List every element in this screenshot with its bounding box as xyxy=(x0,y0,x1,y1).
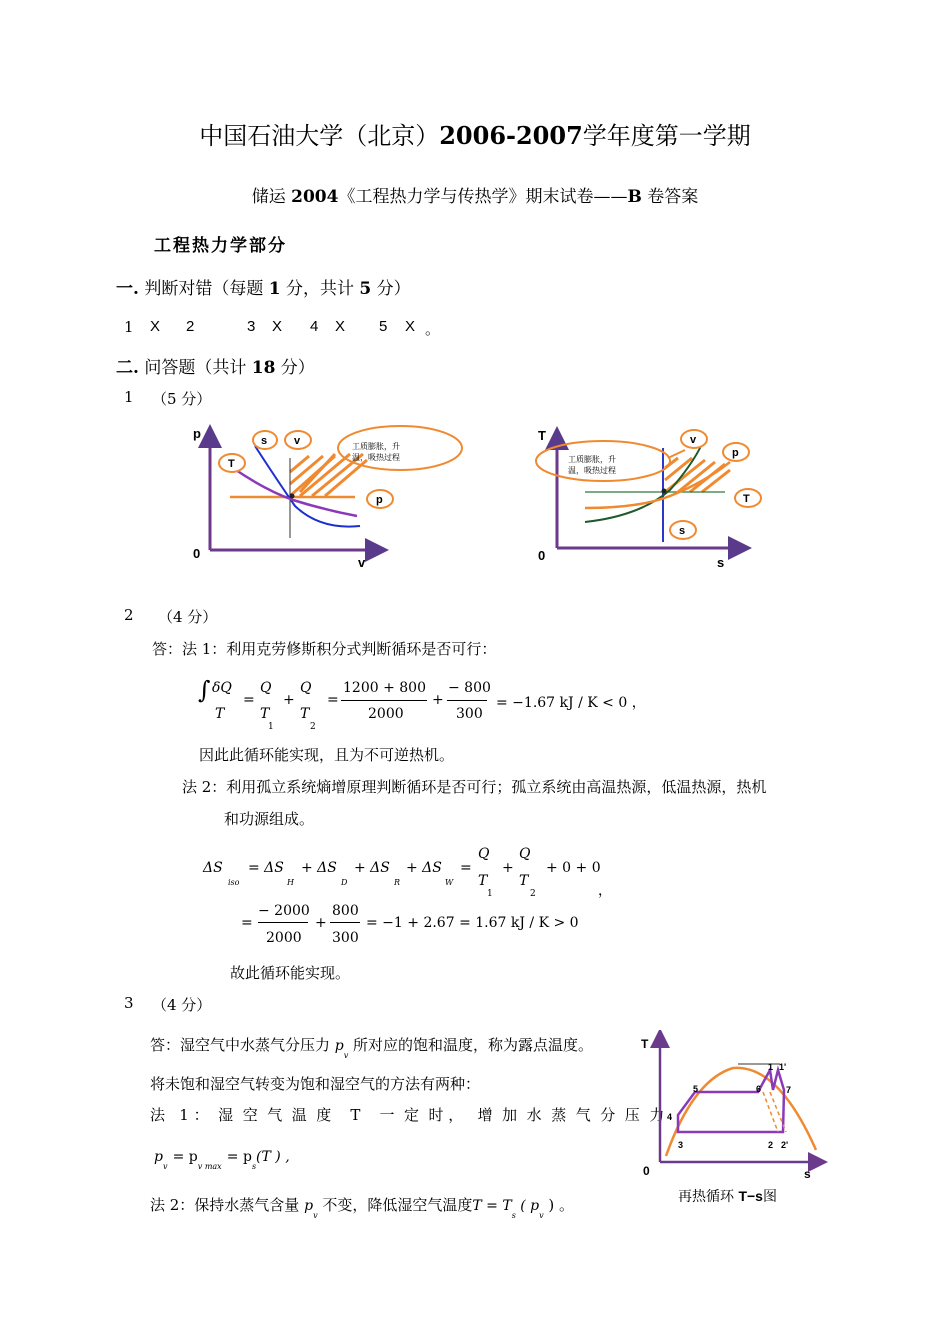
ts-tag-T-text: T xyxy=(743,493,750,505)
title-part-c: 学年度第一学期 xyxy=(582,122,751,150)
ts-callout-line1: 工质膨胀，升 xyxy=(568,455,616,464)
eq2-result: = −1 + 2.67 = 1.67 kJ / K > 0 xyxy=(366,915,579,931)
q2-method2-line1: 法 2：利用孤立系统熵增原理判断循环是否可行；孤立系统由高温热源，低温热源，热机 xyxy=(182,778,767,796)
q2-score: （4 分） xyxy=(158,608,218,626)
eq1-fraction-bar1 xyxy=(341,700,427,701)
eq1-equals: = xyxy=(243,692,255,708)
pv-callout-line2: 温，吸热过程 xyxy=(352,453,400,462)
q2-intro: 答：法 1：利用克劳修斯积分式判断循环是否可行： xyxy=(152,640,497,658)
reheat-caption-a: 再热循环 xyxy=(678,1189,739,1205)
s2-text-a: 问答题（共计 xyxy=(138,358,252,378)
page-title xyxy=(0,116,950,151)
title-part-a: 中国石油大学（北京） xyxy=(199,122,440,150)
q3-l5-v: v xyxy=(313,1211,318,1220)
q2-number: 2 xyxy=(124,606,134,624)
eq1-equals2: = xyxy=(327,692,339,708)
q3-l5-p: p xyxy=(304,1198,314,1214)
pv-tag-v-text: v xyxy=(294,435,301,447)
eq1-den2: 300 xyxy=(456,706,483,722)
eq2-equals3: = xyxy=(241,915,253,931)
eq1-den1: 2000 xyxy=(368,706,404,722)
s2-n: 18 xyxy=(251,358,276,378)
q3-eq-vmax: v max xyxy=(197,1162,222,1171)
reheat-point-1: 1 xyxy=(768,1062,774,1072)
ts-state-point xyxy=(662,489,667,494)
eq1-result: = −1.67 kJ / K < 0 ， xyxy=(496,695,646,711)
ts-tag-p-text: p xyxy=(732,447,739,459)
eq2-den2: 300 xyxy=(332,930,359,946)
eq2-tail: + 0 + 0 xyxy=(546,860,601,876)
eq2-comma: ， xyxy=(598,883,612,899)
q3-line5 xyxy=(150,1194,575,1220)
eq2-num1: − 2000 xyxy=(258,903,310,919)
ts-callout-tail xyxy=(668,450,685,458)
eq1-dQ: δQ xyxy=(212,680,232,696)
pv-label-zero: 0 xyxy=(193,546,201,561)
pv-tag-s-text: s xyxy=(261,435,268,447)
subtitle-d: B xyxy=(627,187,642,207)
reheat-caption xyxy=(678,1186,777,1206)
answer-num: 3 xyxy=(247,318,256,335)
eq1-sub1: 1 xyxy=(268,722,274,732)
q1-score: （5 分） xyxy=(152,390,212,408)
q3-number: 3 xyxy=(124,994,134,1012)
ts-diagram xyxy=(530,420,770,580)
eq2-equals: = xyxy=(460,860,472,876)
q3-l5-v2: v xyxy=(539,1211,544,1220)
q3-line1 xyxy=(150,1034,594,1060)
reheat-dashed-1 xyxy=(763,1092,778,1132)
q3-l5-a: 法 2：保持水蒸气含量 xyxy=(150,1196,305,1214)
q3-eq-b: = p xyxy=(172,1149,198,1165)
q3-l5-eq: = T xyxy=(481,1198,512,1214)
eq2-T1: T xyxy=(478,873,488,889)
pv-label-p: p xyxy=(193,426,201,441)
reheat-saturation-dome xyxy=(666,1068,816,1156)
q3-line1-p: p xyxy=(334,1038,344,1054)
s1-text-a: 判断对错（每题 xyxy=(138,279,269,299)
subtitle-e: 卷答案 xyxy=(641,187,699,207)
eq2-sub2: 2 xyxy=(530,889,536,899)
eq1-T: T xyxy=(215,706,225,722)
part-title: 工程热力学部分 xyxy=(154,236,287,256)
reheat-point-3: 3 xyxy=(678,1140,684,1150)
q3-equation xyxy=(154,1146,290,1171)
q3-l5-T: T xyxy=(472,1198,482,1214)
ts-tag-s-text: s xyxy=(679,525,686,537)
eq2-SD: + ΔS xyxy=(301,860,337,876)
eq2-Q1: Q xyxy=(478,846,490,862)
reheat-point-7: 7 xyxy=(786,1085,792,1095)
eq2-Q2: Q xyxy=(519,846,531,862)
eq2-plus2: + xyxy=(315,915,327,931)
reheat-point-1p: 1' xyxy=(779,1062,787,1072)
ts-hatching xyxy=(665,458,730,492)
eq2-den1: 2000 xyxy=(266,930,302,946)
eq1-plus2: + xyxy=(432,692,444,708)
q3-l5-b: 不变，降低湿空气温度 xyxy=(317,1196,473,1214)
reheat-point-5: 5 xyxy=(693,1084,699,1094)
q3-line1-b: 所对应的饱和温度，称为露点温度。 xyxy=(348,1036,594,1054)
page-subtitle xyxy=(0,182,950,207)
title-year: 2006-2007 xyxy=(439,121,583,150)
eq2-iso: iso xyxy=(228,878,240,887)
eq2-H: H xyxy=(287,878,294,887)
ts-label-zero: 0 xyxy=(538,548,546,563)
eq2-T2: T xyxy=(519,873,529,889)
eq2-W: W xyxy=(445,878,454,887)
q1-number: 1 xyxy=(124,388,134,406)
reheat-point-2p: 2' xyxy=(781,1140,789,1150)
q3-eq-s: s xyxy=(251,1162,257,1171)
reheat-ts-diagram xyxy=(638,1030,828,1180)
q3-l5-close: ) 。 xyxy=(543,1196,575,1214)
eq2-SH: = ΔS xyxy=(248,860,284,876)
reheat-label-zero: 0 xyxy=(643,1164,650,1178)
pv-tag-T-text: T xyxy=(228,458,235,470)
s1-text-b: 分，共计 xyxy=(280,279,360,299)
q3-score: （4 分） xyxy=(152,996,212,1014)
reheat-label-T: T xyxy=(641,1037,649,1051)
eq1-num1: 1200 + 800 xyxy=(343,680,426,696)
eq2-sub1: 1 xyxy=(487,889,493,899)
answer-mark: X xyxy=(272,318,283,335)
reheat-label-s: s xyxy=(804,1167,811,1180)
pv-state-point xyxy=(290,494,295,499)
reheat-point-4: 4 xyxy=(667,1112,673,1122)
eq1-sub2: 2 xyxy=(310,722,316,732)
q3-line1-sub: v xyxy=(343,1051,349,1060)
q3-eq-c: = p xyxy=(226,1149,252,1165)
eq2-lhs: ΔS xyxy=(203,860,223,876)
q3-line3: 法 1 ： 湿 空 气 温 度 T 一 定 时 ， 增 加 水 蒸 气 分 压 力 xyxy=(150,1106,665,1124)
pv-diagram xyxy=(185,420,470,580)
ts-label-s: s xyxy=(717,555,725,570)
q3-l5-s: s xyxy=(511,1211,516,1220)
ts-callout-line2: 温，吸热过程 xyxy=(568,466,616,475)
q3-eq-v: v xyxy=(162,1162,168,1171)
eq2-fraction-bar2 xyxy=(330,922,360,923)
eq2-fraction-bar1 xyxy=(258,922,308,923)
eq1-plus: + xyxy=(283,692,295,708)
eq1-Q2: Q xyxy=(300,680,312,696)
answer-num: 4 xyxy=(310,318,319,335)
answer-num: 1 xyxy=(124,318,134,336)
q3-eq-p: p xyxy=(154,1149,163,1165)
reheat-point-2: 2 xyxy=(768,1140,774,1150)
eq1-T2: T xyxy=(300,706,310,722)
ts-label-T: T xyxy=(538,428,546,443)
eq1-num2: − 800 xyxy=(448,680,491,696)
subtitle-b: 2004 xyxy=(291,187,339,207)
integral-sign: ∫ xyxy=(198,676,211,704)
reheat-caption-c: 图 xyxy=(762,1189,777,1205)
subtitle-c: 《工程热力学与传热学》期末试卷—— xyxy=(338,187,628,207)
q3-line1-a: 答：湿空气中水蒸气分压力 xyxy=(150,1036,335,1054)
pv-tag-p-text: p xyxy=(376,494,383,506)
s2-text-b: 分） xyxy=(275,358,315,378)
s1-n1: 1 xyxy=(268,279,281,299)
section2-label: 二. xyxy=(116,358,139,378)
q2-method2-line2: 和功源组成。 xyxy=(224,810,315,828)
q3-line2: 将未饱和湿空气转变为饱和湿空气的方法有两种： xyxy=(150,1075,481,1093)
answer-num: 5 xyxy=(379,318,388,335)
q2-conclusion-2: 故此循环能实现。 xyxy=(230,964,351,982)
eq1-T1: T xyxy=(260,706,270,722)
eq1-fraction-bar2 xyxy=(447,700,487,701)
eq2-SW: + ΔS xyxy=(406,860,442,876)
section1-heading xyxy=(116,274,411,299)
answer-num: 2 xyxy=(186,318,195,335)
answer-period: 。 xyxy=(425,320,441,338)
answer-mark: X xyxy=(335,318,346,335)
pv-callout-line1: 工质膨胀，升 xyxy=(352,442,400,451)
s1-n2: 5 xyxy=(359,279,372,299)
ts-tag-v-text: v xyxy=(690,434,697,446)
reheat-point-6: 6 xyxy=(756,1084,762,1094)
eq2-SR: + ΔS xyxy=(354,860,390,876)
answer-mark: X xyxy=(150,318,161,335)
section2-heading xyxy=(116,353,315,378)
section1-label: 一. xyxy=(116,279,139,299)
q3-l5-par: ( p xyxy=(515,1198,540,1214)
eq2-num2: 800 xyxy=(332,903,359,919)
s1-text-c: 分） xyxy=(371,279,411,299)
subtitle-a: 储运 xyxy=(251,187,292,207)
q3-eq-d: (T ) , xyxy=(256,1149,290,1165)
q2-conclusion-1: 因此此循环能实现，且为不可逆热机。 xyxy=(199,746,455,764)
reheat-caption-b: T−s xyxy=(738,1188,763,1204)
eq2-D: D xyxy=(341,878,348,887)
eq2-R: R xyxy=(394,878,401,887)
eq1-Q1: Q xyxy=(260,680,272,696)
answer-mark: X xyxy=(405,318,416,335)
eq2-plus: + xyxy=(502,860,514,876)
pv-label-v: v xyxy=(358,555,366,570)
